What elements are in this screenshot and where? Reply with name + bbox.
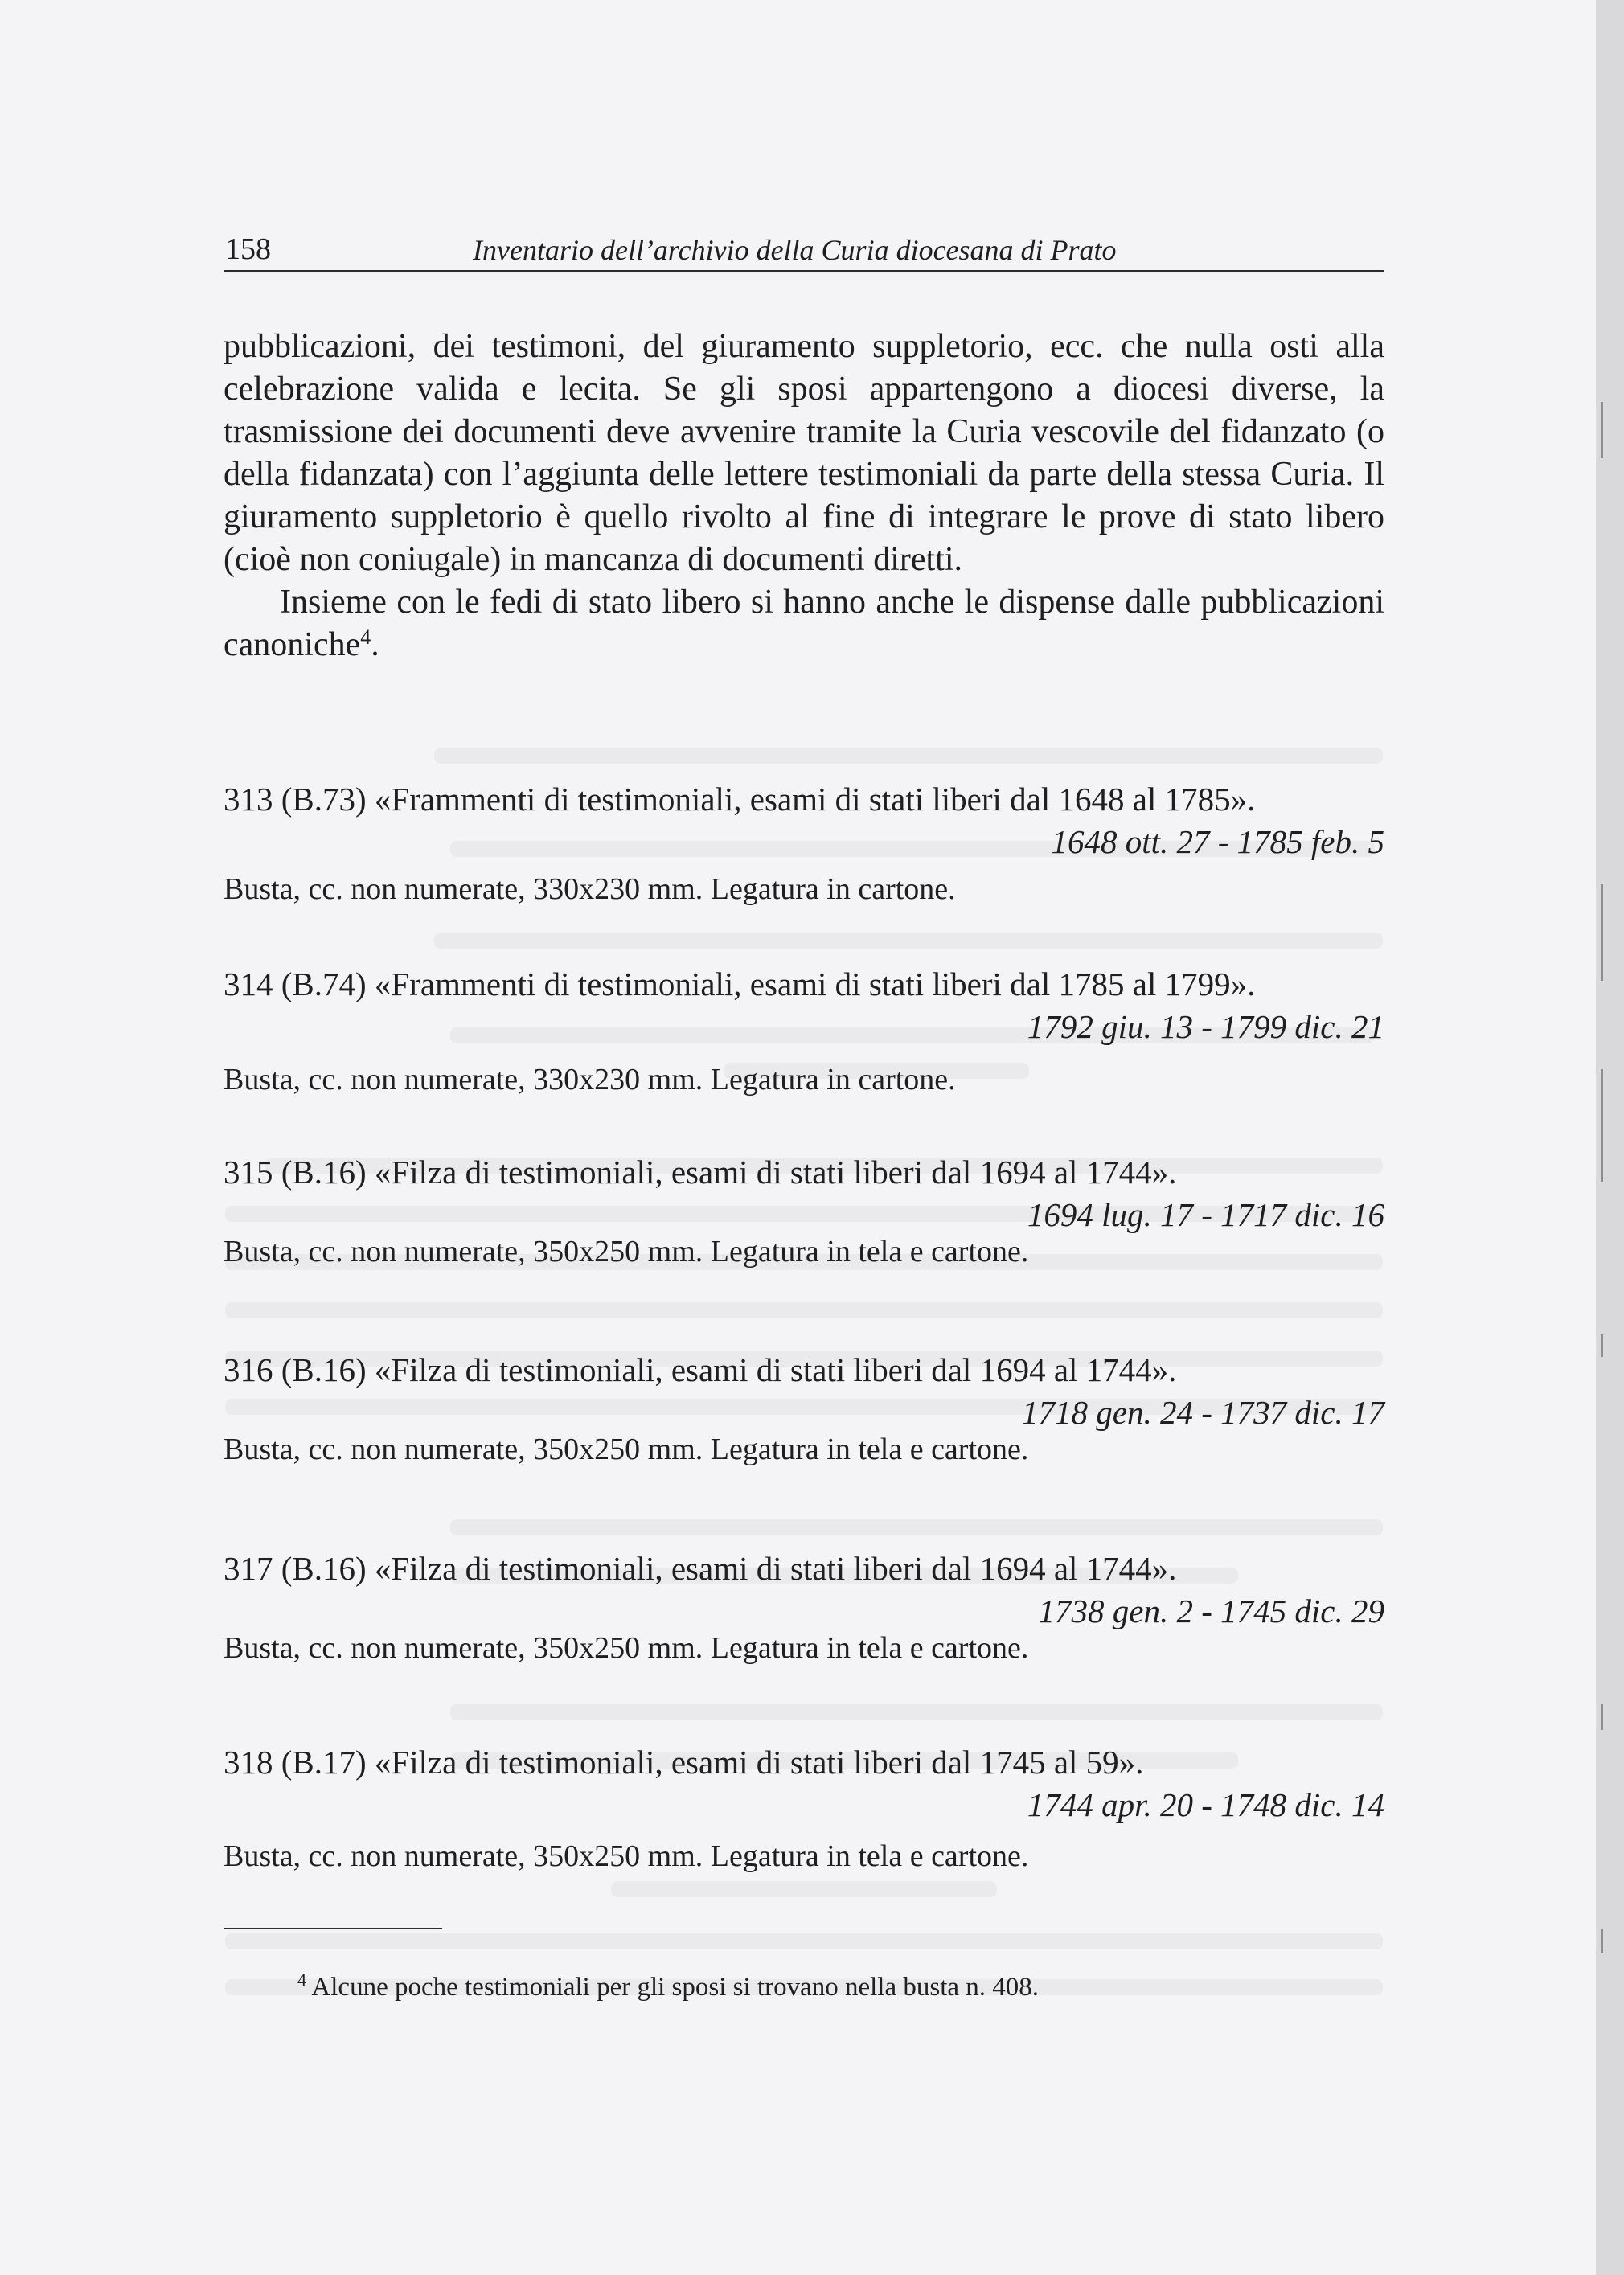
edge-mark [1601,884,1603,981]
entry-title: 313 (B.73) «Frammenti di testimoniali, esami di stati liberi dal 1648 al 1785». [224,781,1256,818]
entry-description: Busta, cc. non numerate, 350x250 mm. Legatura in tela e cartone. [224,1839,1029,1873]
edge-mark [1601,1704,1603,1730]
entry-dates: 1744 apr. 20 - 1748 dic. 14 [1027,1786,1384,1823]
entry-description: Busta, cc. non numerate, 330x230 mm. Legatura in cartone. [224,1063,956,1097]
entry-description: Busta, cc. non numerate, 350x250 mm. Legatura in tela e cartone. [224,1235,1029,1269]
running-title: Inventario dell’archivio della Curia diocesana di Prato [473,234,1117,266]
intro-paragraph-2-end: . [371,626,379,663]
footnote-text: Alcune poche testimoniali per gli sposi si trovano nella busta n. 408. [306,1973,1040,2002]
footnote-divider [224,1928,442,1929]
inventory-entry-314 [224,963,1384,1097]
entry-description: Busta, cc. non numerate, 350x250 mm. Legatura in tela e cartone. [224,1631,1029,1665]
entry-dates: 1738 gen. 2 - 1745 dic. 29 [1038,1592,1384,1629]
entry-dates: 1718 gen. 24 - 1737 dic. 17 [1022,1394,1384,1431]
scan-page-edge [1596,0,1624,2275]
entry-title: 317 (B.16) «Filza di testimoniali, esami di stati liberi dal 1694 al 1744». [224,1550,1177,1587]
entry-title: 315 (B.16) «Filza di testimoniali, esami di stati liberi dal 1694 al 1744». [224,1154,1177,1191]
intro-paragraph-1: pubblicazioni, dei testimoni, del giuramento suppletorio, ecc. che nulla osti alla celebrazione valida e lecita. Se gli sposi appartengono a diocesi diverse, la trasmissione dei documenti deve avvenire tramite la Curia vescovile del fidanzato (o della fidanzata) con l’aggiunta delle lettere testimoniali da parte della stessa Curia. Il giuramento suppletorio è quello rivolto al fine di integrare le prove di stato libero (cioè non coniugale) in mancanza di documenti diretti. [224,328,1384,578]
inventory-entry-313 [224,778,1384,906]
running-header [224,227,1384,272]
entry-title: 316 (B.16) «Filza di testimoniali, esami di stati liberi dal 1694 al 1744». [224,1351,1177,1388]
inventory-entry-315 [224,1151,1384,1269]
entry-dates: 1694 lug. 17 - 1717 dic. 16 [1027,1196,1384,1233]
entry-title: 318 (B.17) «Filza di testimoniali, esami di stati liberi dal 1745 al 59». [224,1744,1144,1781]
edge-mark [1601,1334,1603,1357]
inventory-entry-316 [224,1349,1384,1466]
edge-mark [1601,402,1603,458]
footnote-number: 4 [297,1970,306,1990]
inventory-entry-318 [224,1741,1384,1873]
edge-mark [1601,1069,1603,1182]
inventory-entry-317 [224,1547,1384,1665]
entry-dates: 1648 ott. 27 - 1785 feb. 5 [1051,823,1384,860]
page-number: 158 [225,232,271,266]
entry-title: 314 (B.74) «Frammenti di testimoniali, esami di stati liberi dal 1785 al 1799». [224,965,1256,1002]
entry-description: Busta, cc. non numerate, 350x250 mm. Legatura in tela e cartone. [224,1433,1029,1466]
entry-dates: 1792 giu. 13 - 1799 dic. 21 [1027,1008,1384,1045]
edge-mark [1601,1929,1603,1953]
entry-description: Busta, cc. non numerate, 330x230 mm. Legatura in cartone. [224,872,956,906]
footnote-reference: 4 [360,625,371,649]
footnote [224,1970,1384,2005]
intro-text [224,326,1384,666]
intro-paragraph-2-text: Insieme con le fedi di stato libero si hanno anche le dispense dalle pubblicazioni canoniche [224,584,1384,663]
intro-paragraph-2 [224,581,1384,666]
